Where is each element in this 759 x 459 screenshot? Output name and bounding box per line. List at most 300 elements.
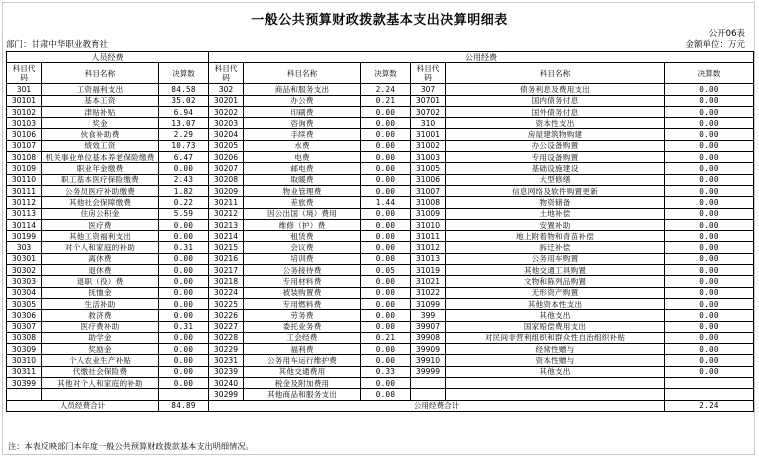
cell-name: 公务用车购置 — [446, 253, 665, 264]
cell-amount: 0.00 — [665, 185, 754, 196]
footnote: 注：本表反映部门本年度一般公共预算财政拨款基本支出明细情况。 — [8, 441, 254, 451]
cell-code: 30306 — [7, 310, 42, 321]
cell-code: 30228 — [209, 332, 244, 343]
cell-amount: 0.31 — [159, 321, 209, 332]
cell-code: 30215 — [209, 242, 244, 253]
cell-name: 专用燃料费 — [244, 298, 361, 309]
cell-name — [446, 378, 665, 389]
cell-amount: 0.00 — [361, 231, 411, 242]
cell-code: 30399 — [7, 378, 42, 389]
table-row — [7, 276, 754, 287]
cell-amount: 0.00 — [665, 355, 754, 366]
cell-amount: 0.00 — [665, 140, 754, 151]
table-row — [7, 378, 754, 389]
table-row — [7, 163, 754, 174]
header-code: 科目代码 — [411, 63, 446, 84]
cell-code: 301 — [7, 84, 42, 95]
cell-code: 31021 — [411, 276, 446, 287]
cell-name: 其他支出 — [446, 366, 665, 377]
cell-amount: 0.00 — [159, 276, 209, 287]
table-row — [7, 106, 754, 117]
cell-code: 31010 — [411, 219, 446, 230]
cell-code: 30310 — [7, 355, 42, 366]
table-row — [7, 242, 754, 253]
cell-amount: 0.00 — [159, 219, 209, 230]
cell-name: 基础设施建设 — [446, 163, 665, 174]
cell-code: 30206 — [209, 152, 244, 163]
cell-amount: 2.29 — [159, 129, 209, 140]
cell-name: 津贴补贴 — [42, 106, 159, 117]
header-amount: 决算数 — [159, 63, 209, 84]
personnel-total-value: 84.89 — [159, 400, 209, 411]
table-row — [7, 95, 754, 106]
cell-code: 30209 — [209, 185, 244, 196]
cell-name: 委托业务费 — [244, 321, 361, 332]
cell-name: 文物和陈列品购置 — [446, 276, 665, 287]
cell-code: 30205 — [209, 140, 244, 151]
cell-amount: 0.21 — [361, 332, 411, 343]
cell-amount: 0.00 — [665, 163, 754, 174]
cell-name: 其他工资福利支出 — [42, 231, 159, 242]
cell-code: 31003 — [411, 152, 446, 163]
cell-amount: 0.00 — [361, 152, 411, 163]
cell-code — [411, 389, 446, 400]
cell-amount: 5.59 — [159, 208, 209, 219]
cell-code: 30101 — [7, 95, 42, 106]
cell-amount: 0.00 — [361, 378, 411, 389]
cell-amount: 0.00 — [665, 129, 754, 140]
cell-amount: 0.00 — [665, 332, 754, 343]
cell-code: 302 — [209, 84, 244, 95]
cell-amount: 0.00 — [361, 389, 411, 400]
cell-name: 退职（役）费 — [42, 276, 159, 287]
cell-code: 30229 — [209, 344, 244, 355]
cell-amount: 0.00 — [361, 242, 411, 253]
cell-code: 39908 — [411, 332, 446, 343]
cell-amount: 0.00 — [361, 287, 411, 298]
cell-amount: 0.00 — [665, 310, 754, 321]
cell-amount: 0.00 — [159, 231, 209, 242]
cell-amount: 0.00 — [159, 378, 209, 389]
cell-code: 30304 — [7, 287, 42, 298]
cell-amount: 0.00 — [361, 253, 411, 264]
cell-name: 个人农业生产补贴 — [42, 355, 159, 366]
cell-name: 职工基本医疗保险缴费 — [42, 174, 159, 185]
cell-name: 医疗费补助 — [42, 321, 159, 332]
cell-name: 医疗费 — [42, 219, 159, 230]
cell-name: 专用材料费 — [244, 276, 361, 287]
cell-name: 其他社会保障缴费 — [42, 197, 159, 208]
cell-name: 国家赔偿费用支出 — [446, 321, 665, 332]
unit-label: 金额单位：万元 — [685, 40, 745, 50]
cell-code — [411, 378, 446, 389]
cell-name: 机关事业单位基本养老保险缴费 — [42, 152, 159, 163]
cell-amount: 0.21 — [361, 95, 411, 106]
cell-code: 310 — [411, 118, 446, 129]
section-header-row — [7, 52, 754, 63]
cell-amount: 1.44 — [361, 197, 411, 208]
cell-name: 工资福利支出 — [42, 84, 159, 95]
cell-code: 30702 — [411, 106, 446, 117]
cell-code: 30311 — [7, 366, 42, 377]
cell-amount: 0.00 — [361, 321, 411, 332]
cell-name: 国外债务付息 — [446, 106, 665, 117]
table-row — [7, 84, 754, 95]
cell-name: 拆迁补偿 — [446, 242, 665, 253]
cell-name: 公务接待费 — [244, 265, 361, 276]
public-total-value: 2.24 — [665, 400, 754, 411]
cell-amount: 0.00 — [159, 287, 209, 298]
cell-name: 经常性赠与 — [446, 344, 665, 355]
table-row — [7, 298, 754, 309]
header-code: 科目代码 — [7, 63, 42, 84]
cell-code: 30201 — [209, 95, 244, 106]
cell-name: 基本工资 — [42, 95, 159, 106]
cell-amount: 0.00 — [665, 253, 754, 264]
cell-code: 30240 — [209, 378, 244, 389]
cell-amount: 0.00 — [159, 253, 209, 264]
cell-amount: 10.73 — [159, 140, 209, 151]
cell-amount: 0.00 — [665, 242, 754, 253]
table-row — [7, 174, 754, 185]
cell-name: 抚恤金 — [42, 287, 159, 298]
cell-code: 30214 — [209, 231, 244, 242]
cell-name: 培训费 — [244, 253, 361, 264]
cell-name: 公务员医疗补助缴费 — [42, 185, 159, 196]
cell-amount: 0.00 — [361, 106, 411, 117]
cell-code: 30218 — [209, 276, 244, 287]
cell-amount: 0.00 — [361, 298, 411, 309]
cell-name: 职业年金缴费 — [42, 163, 159, 174]
cell-amount: 0.00 — [361, 140, 411, 151]
cell-code: 30110 — [7, 174, 42, 185]
cell-code: 30106 — [7, 129, 42, 140]
cell-code: 30224 — [209, 287, 244, 298]
cell-name: 会议费 — [244, 242, 361, 253]
cell-code: 30701 — [411, 95, 446, 106]
department-label: 部门：甘肃中华职业教育社 — [6, 40, 109, 50]
table-row — [7, 310, 754, 321]
cell-name: 因公出国（境）费用 — [244, 208, 361, 219]
cell-name: 助学金 — [42, 332, 159, 343]
cell-name: 救济费 — [42, 310, 159, 321]
cell-name: 劳务费 — [244, 310, 361, 321]
cell-code: 31019 — [411, 265, 446, 276]
cell-name: 地上附着物和青苗补偿 — [446, 231, 665, 242]
cell-amount: 0.05 — [361, 265, 411, 276]
table-row — [7, 185, 754, 196]
cell-amount: 0.00 — [665, 118, 754, 129]
table-row — [7, 389, 754, 400]
cell-code: 30302 — [7, 265, 42, 276]
cell-amount: 0.00 — [665, 197, 754, 208]
cell-name: 水费 — [244, 140, 361, 151]
cell-code: 307 — [411, 84, 446, 95]
cell-name: 住房公积金 — [42, 208, 159, 219]
cell-name: 国内债务付息 — [446, 95, 665, 106]
cell-name: 办公费 — [244, 95, 361, 106]
cell-name: 生活补助 — [42, 298, 159, 309]
cell-amount: 0.00 — [361, 118, 411, 129]
cell-name: 房屋建筑物购建 — [446, 129, 665, 140]
cell-code: 30203 — [209, 118, 244, 129]
cell-code: 30301 — [7, 253, 42, 264]
cell-amount: 0.00 — [361, 219, 411, 230]
cell-name: 其他资本性支出 — [446, 298, 665, 309]
cell-code: 31008 — [411, 197, 446, 208]
cell-amount: 0.00 — [159, 344, 209, 355]
cell-amount: 0.00 — [159, 265, 209, 276]
personnel-total-label: 人员经费合计 — [7, 400, 159, 411]
cell-amount: 13.07 — [159, 118, 209, 129]
cell-code: 31001 — [411, 129, 446, 140]
cell-amount: 0.00 — [159, 163, 209, 174]
cell-code: 31005 — [411, 163, 446, 174]
cell-amount: 0.00 — [665, 106, 754, 117]
cell-code: 30308 — [7, 332, 42, 343]
cell-amount: 0.00 — [361, 276, 411, 287]
cell-amount: 0.00 — [665, 366, 754, 377]
cell-amount — [159, 389, 209, 400]
cell-code: 39910 — [411, 355, 446, 366]
cell-code: 30216 — [209, 253, 244, 264]
cell-code: 30299 — [209, 389, 244, 400]
cell-code: 31009 — [411, 208, 446, 219]
cell-amount: 0.00 — [361, 185, 411, 196]
cell-name: 维修（护）费 — [244, 219, 361, 230]
cell-name: 物业管理费 — [244, 185, 361, 196]
cell-amount: 0.00 — [361, 208, 411, 219]
table-row — [7, 219, 754, 230]
cell-code: 39907 — [411, 321, 446, 332]
cell-amount: 1.82 — [159, 185, 209, 196]
cell-amount: 0.00 — [665, 287, 754, 298]
cell-name: 租赁费 — [244, 231, 361, 242]
cell-code: 30111 — [7, 185, 42, 196]
cell-code: 31012 — [411, 242, 446, 253]
cell-code: 30109 — [7, 163, 42, 174]
cell-name: 土地补偿 — [446, 208, 665, 219]
cell-amount: 0.00 — [361, 310, 411, 321]
cell-amount: 0.31 — [159, 242, 209, 253]
cell-amount: 0.00 — [159, 366, 209, 377]
cell-name: 取暖费 — [244, 174, 361, 185]
cell-name: 其他交通工具购置 — [446, 265, 665, 276]
table-row — [7, 152, 754, 163]
cell-code: 30199 — [7, 231, 42, 242]
table-row — [7, 321, 754, 332]
table-row — [7, 253, 754, 264]
cell-code: 30213 — [209, 219, 244, 230]
cell-amount: 0.00 — [665, 231, 754, 242]
cell-name: 印刷费 — [244, 106, 361, 117]
cell-code: 30204 — [209, 129, 244, 140]
cell-code: 30303 — [7, 276, 42, 287]
cell-amount: 6.94 — [159, 106, 209, 117]
table-row — [7, 332, 754, 343]
cell-name: 差旅费 — [244, 197, 361, 208]
cell-code: 30107 — [7, 140, 42, 151]
cell-amount: 6.47 — [159, 152, 209, 163]
cell-amount: 0.00 — [665, 95, 754, 106]
cell-amount: 35.02 — [159, 95, 209, 106]
cell-name: 信息网络及软件购置更新 — [446, 185, 665, 196]
cell-name: 代缴社会保险费 — [42, 366, 159, 377]
cell-name: 资本性支出 — [446, 118, 665, 129]
header-code: 科目代码 — [209, 63, 244, 84]
cell-code: 30225 — [209, 298, 244, 309]
cell-code: 30307 — [7, 321, 42, 332]
cell-code — [7, 389, 42, 400]
cell-amount: 0.00 — [665, 344, 754, 355]
cell-amount: 0.00 — [159, 298, 209, 309]
cell-amount: 0.00 — [665, 174, 754, 185]
column-header-row — [7, 63, 754, 84]
cell-name: 税金及附加费用 — [244, 378, 361, 389]
cell-code: 303 — [7, 242, 42, 253]
cell-name: 被装购置费 — [244, 287, 361, 298]
cell-code: 30103 — [7, 118, 42, 129]
table-row — [7, 355, 754, 366]
table-row — [7, 118, 754, 129]
cell-name: 奖金 — [42, 118, 159, 129]
cell-name: 邮电费 — [244, 163, 361, 174]
cell-code: 30207 — [209, 163, 244, 174]
table-row — [7, 129, 754, 140]
table-row — [7, 265, 754, 276]
cell-amount: 0.00 — [361, 355, 411, 366]
cell-name: 对民间非营利组织和群众性自治组织补贴 — [446, 332, 665, 343]
table-row — [7, 208, 754, 219]
expenditure-table — [6, 51, 754, 412]
cell-code: 39999 — [411, 366, 446, 377]
cell-amount: 0.00 — [159, 355, 209, 366]
cell-name — [446, 389, 665, 400]
cell-name: 手续费 — [244, 129, 361, 140]
cell-amount — [665, 378, 754, 389]
cell-code: 31002 — [411, 140, 446, 151]
cell-amount: 84.58 — [159, 84, 209, 95]
cell-name: 福利费 — [244, 344, 361, 355]
cell-code: 30227 — [209, 321, 244, 332]
cell-amount: 0.00 — [665, 321, 754, 332]
cell-name: 其他对个人和家庭的补助 — [42, 378, 159, 389]
cell-name: 绩效工资 — [42, 140, 159, 151]
cell-amount: 0.00 — [361, 174, 411, 185]
cell-code: 30112 — [7, 197, 42, 208]
report-title: 一般公共预算财政拨款基本支出决算明细表 — [251, 13, 508, 28]
cell-amount: 2.24 — [361, 84, 411, 95]
table-row — [7, 287, 754, 298]
cell-name: 安置补助 — [446, 219, 665, 230]
cell-code: 31013 — [411, 253, 446, 264]
cell-code: 30202 — [209, 106, 244, 117]
cell-amount: 0.00 — [361, 163, 411, 174]
cell-name: 咨询费 — [244, 118, 361, 129]
cell-amount: 0.00 — [361, 344, 411, 355]
cell-name: 债务利息及费用支出 — [446, 84, 665, 95]
cell-code: 30239 — [209, 366, 244, 377]
section-public: 公用经费 — [209, 52, 754, 63]
cell-amount — [665, 389, 754, 400]
header-amount: 决算数 — [665, 63, 754, 84]
cell-name: 大型修缮 — [446, 174, 665, 185]
cell-code: 30114 — [7, 219, 42, 230]
cell-code: 30226 — [209, 310, 244, 321]
cell-name: 工会经费 — [244, 332, 361, 343]
cell-amount: 0.00 — [665, 276, 754, 287]
cell-amount: 0.00 — [361, 129, 411, 140]
cell-code: 30309 — [7, 344, 42, 355]
cell-code: 31007 — [411, 185, 446, 196]
public-total-label: 公用经费合计 — [209, 400, 665, 411]
cell-name: 奖励金 — [42, 344, 159, 355]
cell-code: 30231 — [209, 355, 244, 366]
cell-name: 其他支出 — [446, 310, 665, 321]
table-row — [7, 197, 754, 208]
section-personnel: 人员经费 — [7, 52, 209, 63]
table-row — [7, 366, 754, 377]
cell-name: 电费 — [244, 152, 361, 163]
cell-name: 公务用车运行维护费 — [244, 355, 361, 366]
header-name: 科目名称 — [446, 63, 665, 84]
cell-name: 离休费 — [42, 253, 159, 264]
cell-amount: 0.00 — [665, 152, 754, 163]
cell-code: 30113 — [7, 208, 42, 219]
table-row — [7, 231, 754, 242]
form-code: 公开06表 — [708, 29, 745, 39]
cell-name: 其他商品和服务支出 — [244, 389, 361, 400]
cell-amount: 0.00 — [665, 219, 754, 230]
cell-code: 30217 — [209, 265, 244, 276]
cell-amount: 0.00 — [665, 265, 754, 276]
cell-name — [42, 389, 159, 400]
cell-code: 31022 — [411, 287, 446, 298]
cell-code: 31006 — [411, 174, 446, 185]
totals-row — [7, 400, 754, 411]
header-amount: 决算数 — [361, 63, 411, 84]
cell-code: 30211 — [209, 197, 244, 208]
cell-name: 办公设备购置 — [446, 140, 665, 151]
cell-amount: 0.33 — [361, 366, 411, 377]
cell-code: 30305 — [7, 298, 42, 309]
table-row — [7, 140, 754, 151]
cell-code: 31099 — [411, 298, 446, 309]
cell-name: 退休费 — [42, 265, 159, 276]
cell-amount: 0.00 — [159, 332, 209, 343]
cell-code: 30102 — [7, 106, 42, 117]
cell-name: 无形资产购置 — [446, 287, 665, 298]
cell-name: 资本性赠与 — [446, 355, 665, 366]
cell-amount: 0.00 — [665, 84, 754, 95]
header-name: 科目名称 — [42, 63, 159, 84]
cell-code: 399 — [411, 310, 446, 321]
cell-code: 30208 — [209, 174, 244, 185]
cell-amount: 0.22 — [159, 197, 209, 208]
cell-amount: 0.00 — [665, 298, 754, 309]
cell-name: 对个人和家庭的补助 — [42, 242, 159, 253]
cell-amount: 0.00 — [665, 208, 754, 219]
table-row — [7, 344, 754, 355]
header-name: 科目名称 — [244, 63, 361, 84]
cell-name: 伙食补助费 — [42, 129, 159, 140]
cell-name: 其他交通费用 — [244, 366, 361, 377]
cell-name: 商品和服务支出 — [244, 84, 361, 95]
cell-code: 30108 — [7, 152, 42, 163]
cell-amount: 2.43 — [159, 174, 209, 185]
cell-code: 30212 — [209, 208, 244, 219]
cell-name: 专用设备购置 — [446, 152, 665, 163]
